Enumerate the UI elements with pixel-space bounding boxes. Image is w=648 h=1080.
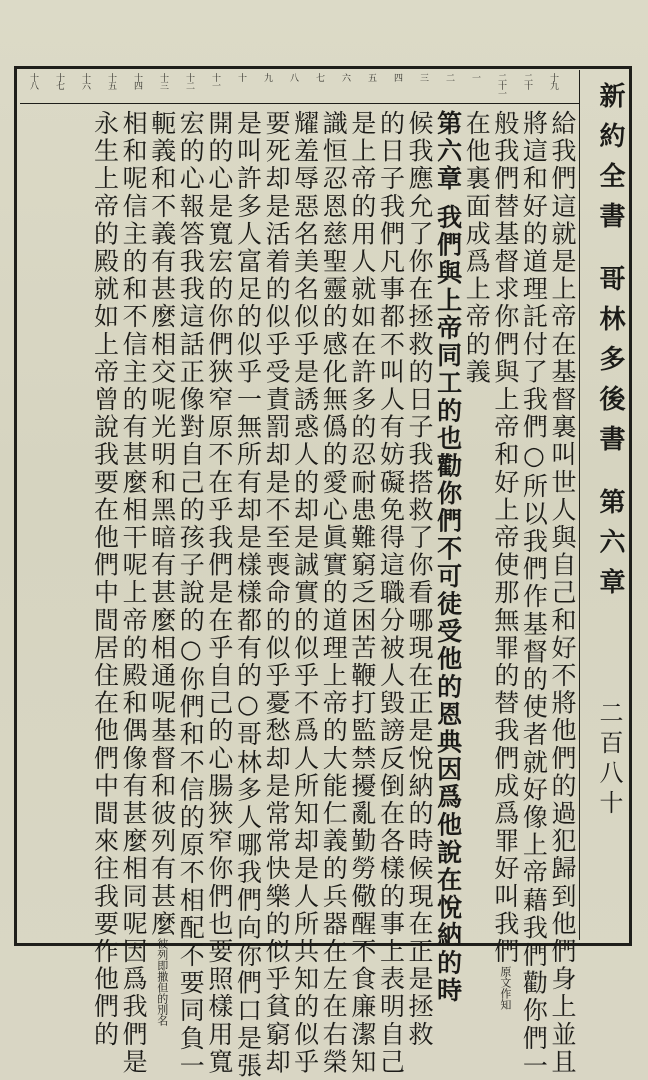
text-column: 永生上帝的殿就如上帝曾說我要在他們中間居住在他們中間來往我要作他們的	[90, 110, 120, 1049]
verse-number: 五	[366, 73, 376, 81]
verse-number: 一	[470, 73, 480, 81]
page-number: 二百八十	[595, 700, 623, 820]
text-column	[147, 110, 177, 1026]
text-column: 是叫許多人富足的似乎一無所有却是樣樣都有的○哥林多人哪我們向你們口是張	[233, 110, 263, 1080]
verse-number: 十四	[132, 73, 142, 89]
text-column	[490, 110, 520, 1010]
verse-number: 二十一	[496, 73, 506, 97]
verse-number: 四	[392, 73, 402, 81]
verse-number: 十三	[158, 73, 168, 89]
verse-number: 十五	[106, 73, 116, 89]
text-column: 開的心是寬宏的你們狹窄原不在乎我們是在乎自己的心腸狹窄你們也要照樣用寬	[204, 110, 234, 1076]
text-column: 的日子我們凡事都不叫人有妨礙免得這職分被人毀謗反倒在各樣的事上表明自己	[376, 110, 406, 1076]
verse-number: 十七	[54, 73, 64, 89]
text-column: 候我應允了你在拯救的日子我搭救了你看哪現在正是悅納的時候現在正是拯救	[405, 110, 435, 1049]
text-column: 給我們這就是上帝在基督裏叫世人與自己和好不將他們的過犯歸到他們身上並且	[548, 110, 577, 1076]
verse-number: 二十	[522, 73, 532, 89]
running-header	[584, 76, 628, 936]
footnote: 原文作知	[498, 965, 512, 1010]
chapter-heading-column: 第六章 我們與上帝同工的也勸你們不可徒受他的恩典因爲他說在悅納的時	[433, 110, 463, 1005]
verse-number: 十九	[548, 73, 558, 89]
column-text: 般我們替基督求你們與上帝和好上帝使那無罪的替我們成爲罪好叫我們	[490, 110, 520, 966]
verse-number: 六	[340, 73, 350, 81]
verse-number: 八	[288, 73, 298, 81]
text-column: 識恒忍恩慈聖靈的感化無僞的愛心眞實的道理上帝的大能仁義的兵器在左在右榮	[319, 110, 349, 1076]
verse-number: 三	[418, 73, 428, 81]
column-text: 軛義和不義有甚麼相交呢光明和黑暗有甚麼相通呢基督和彼列有甚麼	[147, 110, 177, 938]
text-column: 要死却是活着的似乎受責罰却是不至喪命的似乎憂愁却是常常快樂的似乎貧窮却	[262, 110, 292, 1076]
text-column: 是上帝的用人就如在許多的忍耐患難窮乏困苦鞭打監禁擾亂勤勞儆醒不食廉潔知	[347, 110, 377, 1076]
text-column: 耀羞辱惡名美名似乎是誘惑人的却是誠實的似乎不爲人所知却是人所共知的似乎	[290, 110, 320, 1076]
text-column: 宏的心報答我我這話正像對自己的孩子說的○你們和不信的原不相配不要同負一	[176, 110, 206, 1080]
verse-number: 七	[314, 73, 324, 81]
text-column: 在他裏面成爲上帝的義	[462, 110, 492, 386]
verse-number: 十一	[210, 73, 220, 89]
verse-number: 十六	[80, 73, 90, 89]
verse-number: 十二	[184, 73, 194, 89]
text-column: 相和呢信主的和不信主的有甚麼相干呢上帝的殿和偶像有甚麼相同呢因爲我們是	[119, 110, 149, 1076]
footnote: 彼列即撒但的別名	[155, 938, 169, 1026]
verse-number: 二	[444, 73, 454, 81]
verse-number: 九	[262, 73, 272, 81]
text-column: 將這和好的道理託付了我們○所以我們作基督的使者就好像上帝藉我們勸你們一	[519, 110, 549, 1080]
verse-number-rail	[20, 70, 580, 104]
book-chapter-title: 新約全書 哥林多後書 第六章	[595, 82, 625, 609]
verse-number: 十	[236, 73, 246, 81]
verse-number: 十八	[28, 73, 38, 89]
scripture-text	[24, 110, 577, 1080]
